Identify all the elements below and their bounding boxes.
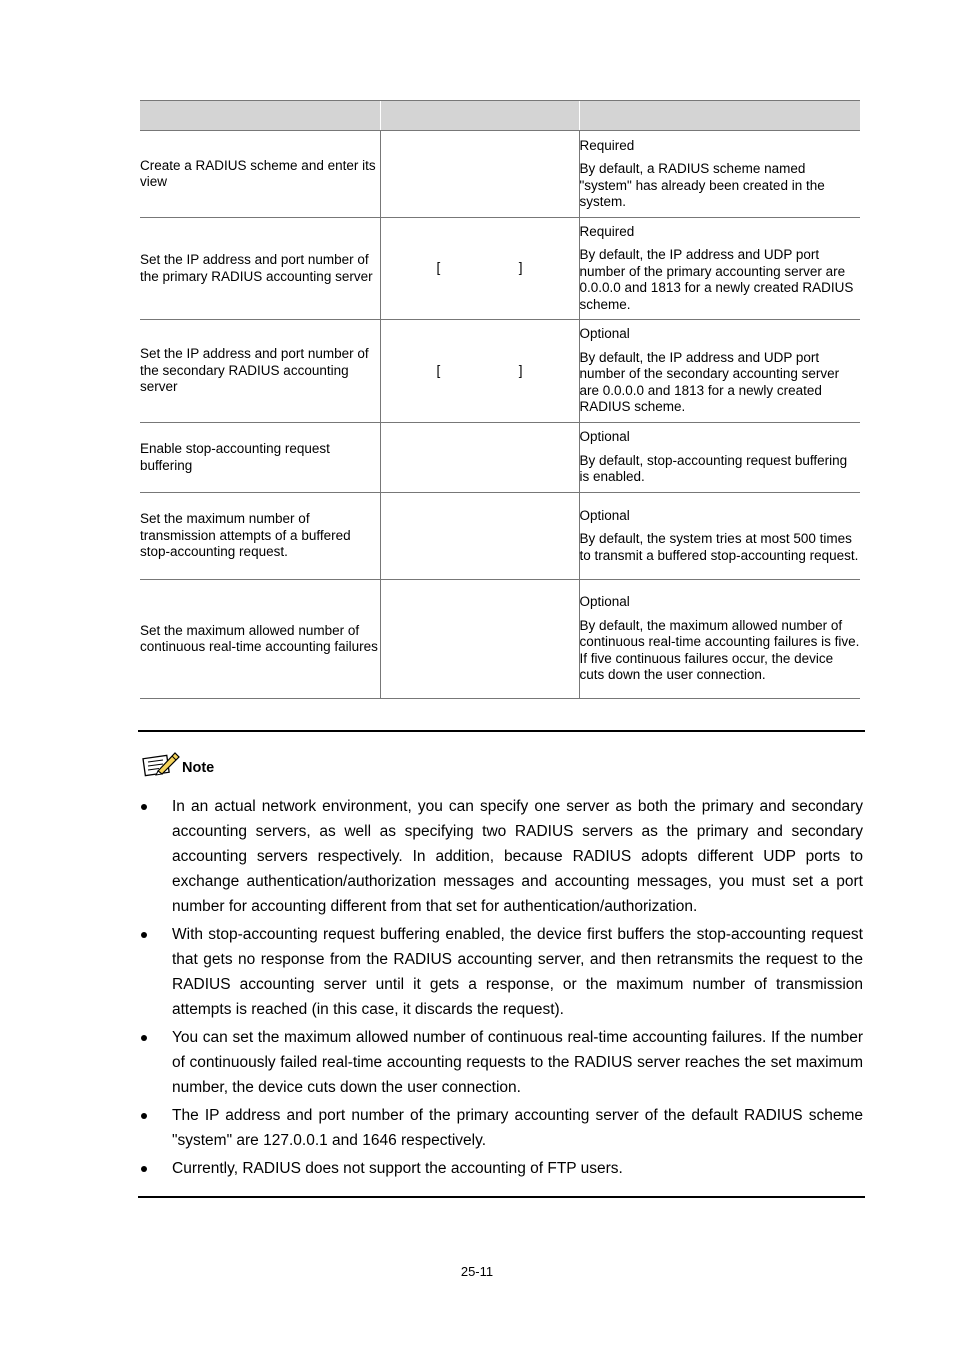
remarks-cell xyxy=(579,580,860,699)
list-item xyxy=(138,1025,863,1100)
bullet-icon xyxy=(141,932,147,938)
bullet-icon xyxy=(141,1166,147,1172)
note-header xyxy=(142,749,214,777)
command-cell xyxy=(380,218,579,320)
table-row xyxy=(140,423,860,493)
operation-cell: Set the IP address and port number of the secondary RADIUS accounting server xyxy=(140,320,380,423)
table-row xyxy=(140,218,860,320)
table-header xyxy=(140,101,860,131)
operation-cell: Set the maximum number of transmission attempts of a buffered stop-accounting request. xyxy=(140,493,380,580)
bracket-open: [ xyxy=(436,362,441,378)
remarks-cell xyxy=(579,218,860,320)
operation-cell: Set the IP address and port number of the primary RADIUS accounting server xyxy=(140,218,380,320)
note-text: In an actual network environment, you can specify one server as both the primary and secondary accounting servers, as well as specifying two RADIUS servers as the primary and secondary accounting servers respectively. In addition, because RADIUS adopts different UDP ports to exchange authentication/authorization messages and accounting messages, you must set a port number for accounting different from that set for authentication/authorization. xyxy=(172,798,863,915)
bracket-close: ] xyxy=(518,260,523,276)
note-text: With stop-accounting request buffering enabled, the device first buffers the stop-accounting request that gets no response from the RADIUS accounting server, and then retransmits the request to the RADIUS accounting server until it gets a response, or the maximum number of transmission attempts is reached (in this case, it discards the request). xyxy=(172,926,863,1018)
remarks-cell xyxy=(579,131,860,218)
note-list xyxy=(138,794,863,1184)
note-text: The IP address and port number of the primary accounting server of the default RADIUS scheme "system" are 127.0.0.1 and 1646 respectively. xyxy=(172,1107,863,1149)
note-pencil-icon xyxy=(142,749,180,777)
table-row xyxy=(140,580,860,699)
status-text: Required xyxy=(579,137,635,153)
table-row xyxy=(140,493,860,580)
list-item xyxy=(138,1103,863,1153)
operation-cell: Enable stop-accounting request buffering xyxy=(140,423,380,493)
remark-text: By default, the IP address and UDP port number of the secondary accounting server are 0.0.0.0 and 1813 for a newly created RADIUS scheme. xyxy=(579,349,840,415)
page-number: 25-11 xyxy=(460,1264,494,1279)
bullet-icon xyxy=(141,1113,147,1119)
operation-cell: Create a RADIUS scheme and enter its view xyxy=(140,131,380,218)
note-text: Currently, RADIUS does not support the accounting of FTP users. xyxy=(172,1160,623,1177)
note-bottom-rule xyxy=(138,1196,865,1198)
note-label: Note xyxy=(182,760,215,776)
list-item xyxy=(138,1156,863,1181)
command-cell xyxy=(380,580,579,699)
list-item xyxy=(138,922,863,1022)
bracket-close: ] xyxy=(518,362,523,378)
list-item xyxy=(138,794,863,919)
note-text: You can set the maximum allowed number of continuous real-time accounting failures. If the number of continuously failed real-time accounting requests to the RADIUS server reaches the set maximum number, the device cuts down the user connection. xyxy=(172,1029,863,1096)
command-cell xyxy=(380,493,579,580)
bullet-icon xyxy=(141,804,147,810)
status-text: Optional xyxy=(579,594,630,610)
status-text: Optional xyxy=(579,507,630,523)
header-command xyxy=(380,101,579,131)
remark-text: By default, the IP address and UDP port number of the primary accounting server are 0.0.0.0 and 1813 for a newly created RADIUS scheme. xyxy=(579,247,854,312)
command-brackets xyxy=(437,260,523,277)
header-remarks xyxy=(579,101,860,131)
note-top-rule xyxy=(138,730,865,732)
header-operation xyxy=(140,101,380,131)
table-row xyxy=(140,320,860,423)
remarks-cell xyxy=(579,423,860,493)
bullet-icon xyxy=(141,1035,147,1041)
status-text: Optional xyxy=(579,429,630,445)
command-cell xyxy=(380,131,579,218)
command-brackets xyxy=(437,363,523,380)
status-text: Optional xyxy=(579,326,630,342)
operation-cell: Set the maximum allowed number of continuous real-time accounting failures xyxy=(140,580,380,699)
remark-text: By default, the system tries at most 500 times to transmit a buffered stop-accounting request. xyxy=(579,531,859,563)
status-text: Required xyxy=(579,223,635,239)
config-table xyxy=(140,100,860,699)
remark-text: By default, the maximum allowed number of continuous real-time accounting failures is five. If five continuous failures occur, the device cuts down the user connection. xyxy=(579,617,860,683)
remarks-cell xyxy=(579,493,860,580)
remarks-cell xyxy=(579,320,860,423)
remark-text: By default, stop-accounting request buffering is enabled. xyxy=(579,452,848,485)
command-cell xyxy=(380,423,579,493)
bracket-open: [ xyxy=(436,260,441,276)
table-row xyxy=(140,131,860,218)
command-cell xyxy=(380,320,579,423)
remark-text: By default, a RADIUS scheme named "system" has already been created in the system. xyxy=(579,161,825,209)
